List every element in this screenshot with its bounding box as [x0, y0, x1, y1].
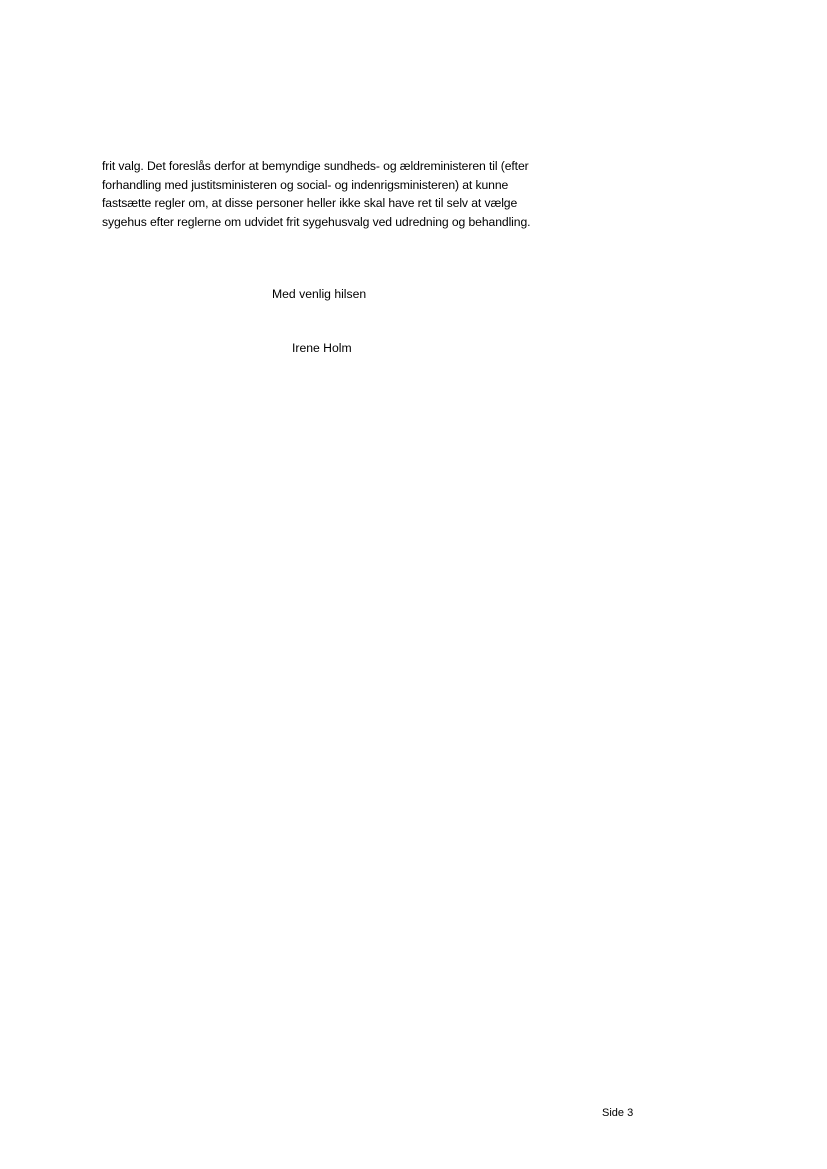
paragraph-line-2: forhandling med justitsministeren og social- og indenrigsministeren) at kunne [102, 177, 509, 192]
signature-name: Irene Holm [292, 341, 352, 355]
paragraph-line-1: frit valg. Det foreslås derfor at bemyndige sundheds- og ældreministeren til (efter [102, 159, 529, 173]
closing-salutation: Med venlig hilsen [272, 287, 367, 301]
page-number: Side 3 [602, 1107, 634, 1119]
body-paragraph [102, 157, 582, 231]
paragraph-line-4: sygehus efter reglerne om udvidet frit sygehusvalg ved udredning og behandling. [102, 214, 531, 229]
paragraph-line-3: fastsætte regler om, at disse personer heller ikke skal have ret til selv at vælge [102, 196, 518, 210]
